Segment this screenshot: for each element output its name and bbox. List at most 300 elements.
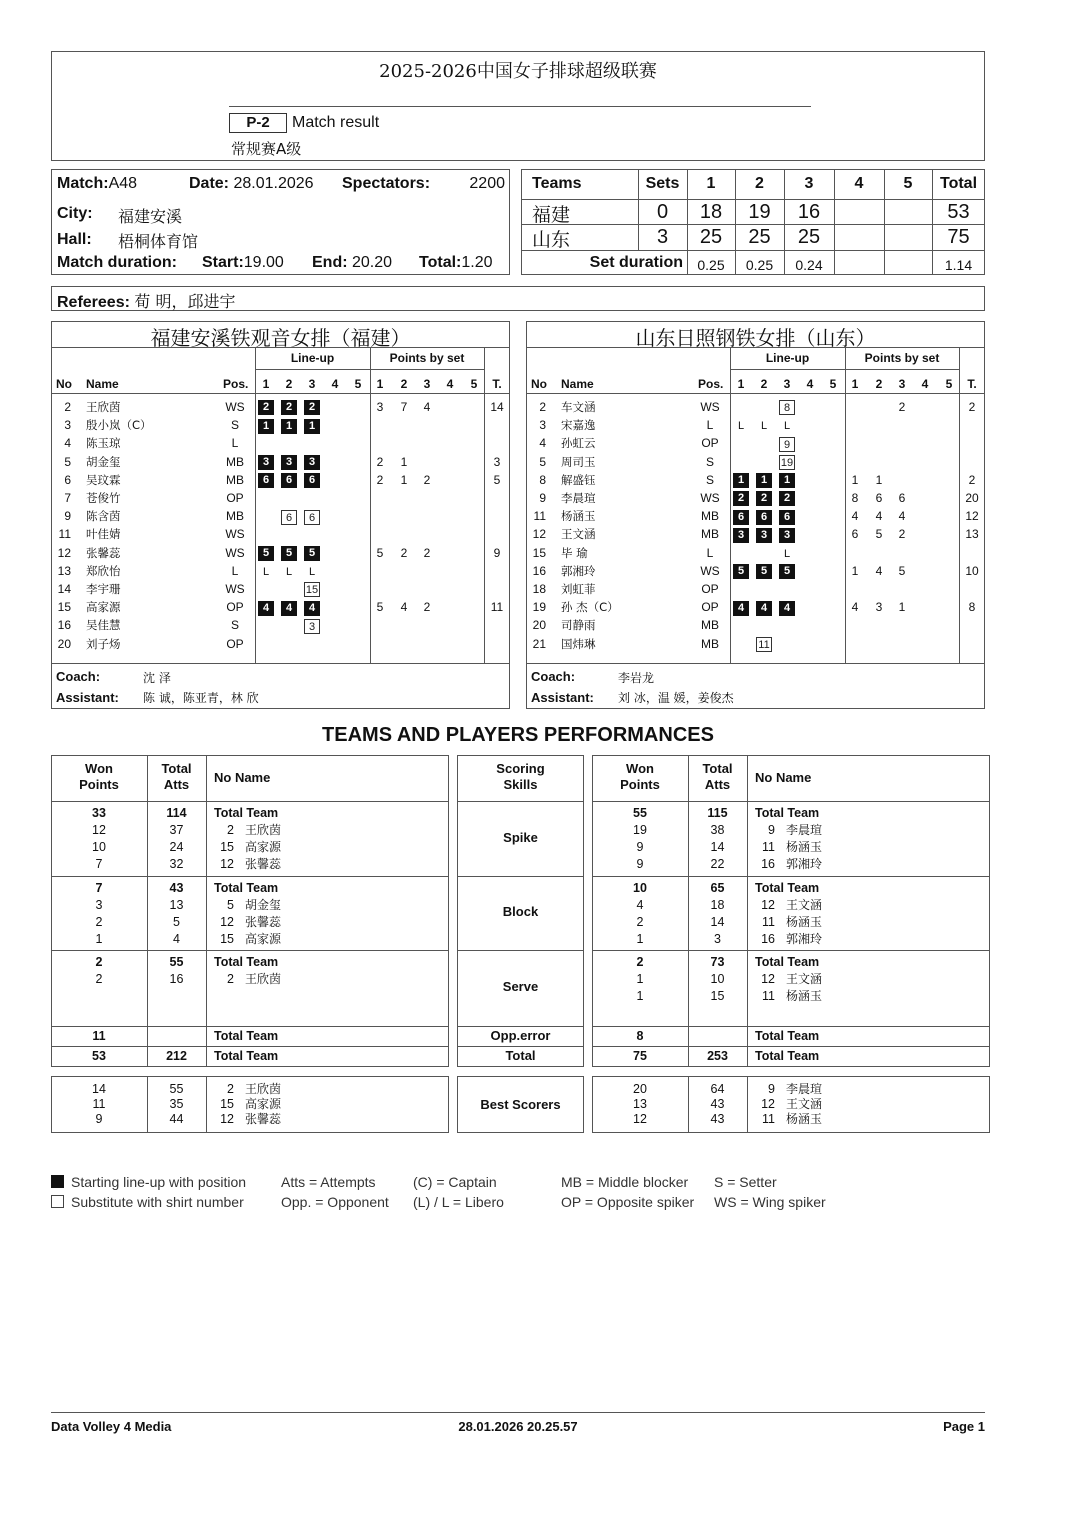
starting-position-box: 1	[281, 419, 297, 434]
player-won: 10	[92, 840, 106, 854]
set-points	[870, 616, 888, 634]
best-atts: 43	[710, 1097, 725, 1111]
set-duration-1: 0.25	[697, 257, 725, 273]
set-points	[418, 580, 436, 598]
points-set-header: 5	[945, 377, 953, 391]
set-points	[371, 580, 389, 598]
player-name: 孙 杰（C）	[561, 600, 619, 615]
set-points	[893, 434, 911, 452]
set-points	[940, 398, 958, 416]
set-points	[465, 489, 483, 507]
set-points: 3	[376, 400, 384, 414]
player-position: MB	[226, 454, 244, 469]
set-points	[846, 635, 864, 653]
referees-line	[57, 289, 235, 312]
roster-rule	[51, 663, 510, 664]
legend-s: S = Setter	[714, 1174, 777, 1190]
set-points	[940, 580, 958, 598]
set-points	[418, 416, 436, 434]
starting-position-box: 4	[756, 601, 772, 616]
team-won: 33	[92, 806, 106, 820]
set-points	[940, 525, 958, 543]
player-position: OP	[226, 491, 244, 505]
team-won: 53	[92, 1049, 106, 1063]
best-scorers-label: Best Scorers	[480, 1097, 561, 1112]
set-points	[418, 434, 436, 452]
player-lineup	[258, 471, 370, 489]
perf-rule	[457, 1026, 584, 1027]
set-points: 1	[875, 472, 883, 487]
player-name: 高家源	[245, 932, 282, 946]
set-points: 1	[400, 472, 408, 487]
player-won: 2	[636, 915, 644, 929]
set-points	[893, 635, 911, 653]
points-set-header: 1	[851, 377, 859, 391]
starting-position-box: 6	[281, 473, 297, 488]
set-header-5: 5	[903, 175, 913, 192]
player-lineup	[258, 616, 370, 634]
starting-position-box: 4	[258, 601, 274, 616]
lineup-set-header: 1	[262, 377, 270, 391]
player-total-points	[959, 616, 985, 634]
lineup-set-header: 2	[760, 377, 768, 391]
skill-name: Opp.error	[490, 1028, 551, 1043]
player-no: 12	[761, 898, 775, 912]
set-points	[916, 416, 934, 434]
player-number: 12	[532, 527, 546, 542]
legend-start-swatch	[51, 1175, 64, 1188]
set-points: 4	[851, 509, 859, 524]
coach-name: 沈 泽	[143, 671, 171, 685]
set-points	[465, 616, 483, 634]
player-position: L	[706, 418, 714, 433]
hall: 梧桐体育馆	[118, 232, 199, 251]
set-points	[465, 580, 483, 598]
team-won: 55	[633, 806, 647, 820]
lineup-set-header: 5	[829, 377, 837, 391]
no-header: No	[56, 377, 72, 391]
league-title: 2025-2026中国女子排球超级联赛	[379, 61, 657, 82]
set-points	[441, 598, 459, 616]
assistant-names: 刘 冰，温 媛，姜俊杰	[618, 691, 734, 705]
player-lineup	[733, 507, 845, 525]
player-name: 张馨蕊	[245, 857, 282, 871]
lineup-set-header: 3	[308, 377, 316, 391]
player-no: 16	[761, 932, 775, 946]
team-won: 10	[633, 881, 647, 895]
player-name: 刘虹菲	[561, 582, 596, 596]
starting-position-box: 5	[304, 546, 320, 561]
coach-label: Coach:	[531, 669, 576, 684]
player-name: 胡金玺	[86, 454, 121, 469]
set-points	[893, 616, 911, 634]
set-points	[916, 544, 934, 562]
total-atts-header: Total Atts	[702, 761, 733, 792]
player-name: 张馨蕊	[245, 915, 282, 929]
legend-mb: MB = Middle blocker	[561, 1174, 689, 1190]
player-total-points	[959, 416, 985, 434]
starting-position-box: 3	[281, 455, 297, 470]
player-position: L	[231, 436, 239, 451]
set-points	[465, 434, 483, 452]
set-points	[441, 416, 459, 434]
set-points	[870, 635, 888, 653]
player-total-points	[484, 507, 510, 525]
starting-position-box: 1	[779, 473, 795, 488]
player-total-points	[484, 489, 510, 507]
legend-atts: Atts = Attempts	[281, 1174, 376, 1190]
starting-position-box: 5	[779, 564, 795, 579]
set-points	[418, 562, 436, 580]
player-name: 宋嘉逸	[561, 418, 596, 433]
header-divider	[229, 106, 811, 107]
perf-rule	[592, 1026, 990, 1027]
set-points: 2	[423, 545, 431, 560]
set-points: 4	[851, 600, 859, 615]
end-label: End:	[312, 254, 348, 271]
substitute-box: 6	[281, 510, 297, 525]
match-date: 28.01.2026	[233, 175, 314, 192]
set-points	[940, 453, 958, 471]
total-atts-header: Total Atts	[161, 761, 192, 792]
player-won: 12	[92, 823, 106, 837]
set-points	[395, 434, 413, 452]
set-points	[441, 562, 459, 580]
set-points	[465, 471, 483, 489]
player-total-points	[959, 434, 985, 452]
set-points	[395, 616, 413, 634]
set-points	[846, 453, 864, 471]
team-label: Total Team	[755, 1049, 820, 1063]
player-name: 陈玉琼	[86, 436, 121, 451]
set-points	[395, 525, 413, 543]
player-total-points	[484, 635, 510, 653]
perf-rule	[51, 1026, 449, 1027]
score-hline	[521, 250, 985, 251]
substitute-box: 9	[779, 437, 795, 452]
set-points	[441, 507, 459, 525]
duration-label: Match duration:	[57, 254, 177, 271]
player-number: 2	[539, 400, 546, 414]
set-points	[465, 398, 483, 416]
player-number: 8	[539, 472, 546, 487]
player-atts: 3	[714, 932, 721, 946]
set-points	[441, 398, 459, 416]
player-position: MB	[701, 636, 719, 651]
set-points	[465, 562, 483, 580]
starting-position-box: 2	[779, 491, 795, 506]
player-position: S	[230, 618, 239, 633]
starting-position-box: 6	[733, 510, 749, 525]
legend-starting: Starting line-up with position	[71, 1174, 247, 1190]
player-no: 15	[220, 840, 234, 854]
roster-vline	[255, 347, 256, 663]
player-name: 李宇珊	[86, 582, 121, 596]
player-lineup	[733, 416, 845, 434]
set-points	[916, 616, 934, 634]
points-by-set-header: Points by set	[389, 351, 465, 365]
player-number: 9	[64, 509, 71, 524]
team-won: 7	[95, 881, 103, 895]
player-name: 高家源	[86, 600, 121, 615]
set-points: 5	[875, 527, 883, 542]
perf-rule	[592, 801, 990, 802]
total-line	[419, 254, 493, 272]
points-set-header: 3	[898, 377, 906, 391]
no-header: No	[531, 377, 547, 391]
set-points: 4	[875, 563, 883, 578]
set-points: 5	[376, 545, 384, 560]
player-name: 杨涵玉	[786, 989, 823, 1003]
player-lineup	[733, 489, 845, 507]
libero-mark: L	[285, 565, 293, 578]
legend-libero: (L) / L = Libero	[413, 1194, 504, 1210]
team-atts: 114	[166, 806, 187, 820]
starting-position-box: 1	[756, 473, 772, 488]
set-points	[893, 453, 911, 471]
best-won: 20	[633, 1082, 647, 1096]
set-points	[916, 598, 934, 616]
set-points	[441, 525, 459, 543]
player-number: 13	[57, 563, 71, 578]
footer-right: Page 1	[943, 1419, 985, 1434]
set-points	[465, 544, 483, 562]
no-name-header: No Name	[755, 770, 812, 785]
player-position: OP	[226, 600, 244, 615]
away-set2: 25	[748, 226, 771, 248]
points-set-header: 3	[423, 377, 431, 391]
points-set-header: 5	[470, 377, 478, 391]
skill-name: Block	[502, 904, 539, 919]
set-points	[441, 616, 459, 634]
hall-label: Hall:	[57, 231, 92, 248]
set-points	[846, 398, 864, 416]
phase: 常规赛A级	[231, 140, 302, 158]
player-number: 11	[533, 509, 546, 524]
set-points: 1	[400, 454, 408, 469]
set-points	[395, 635, 413, 653]
best-name: 张馨蕊	[245, 1112, 282, 1126]
start-line	[202, 254, 284, 272]
assistant-label: Assistant:	[531, 690, 594, 705]
player-total-points	[484, 580, 510, 598]
set-points	[940, 635, 958, 653]
player-total-points: 2	[968, 472, 976, 487]
player-no: 11	[762, 915, 775, 929]
libero-mark: L	[760, 420, 768, 433]
player-name: 郭湘玲	[786, 932, 823, 946]
perf-rule	[51, 801, 449, 802]
set-points: 2	[423, 472, 431, 487]
set-points	[465, 453, 483, 471]
set-header-3: 3	[804, 175, 814, 192]
set-points	[418, 616, 436, 634]
player-won: 9	[636, 840, 644, 854]
best-name: 王文涵	[786, 1097, 823, 1111]
player-position: WS	[700, 491, 720, 505]
player-total-points: 8	[968, 600, 976, 615]
set-points	[940, 471, 958, 489]
player-position: OP	[226, 636, 244, 651]
starting-position-box: 5	[281, 546, 297, 561]
home-team-short: 福建	[532, 204, 571, 226]
set-duration-2: 0.25	[745, 257, 774, 273]
set-points	[916, 489, 934, 507]
best-name: 李晨瑄	[786, 1082, 823, 1096]
home-set3: 16	[797, 201, 821, 223]
player-total-points	[484, 616, 510, 634]
perf-rule	[592, 1046, 990, 1047]
player-atts: 14	[710, 840, 725, 854]
set-points	[441, 453, 459, 471]
away-total: 75	[947, 226, 970, 248]
set-points: 2	[423, 600, 431, 615]
set-points	[441, 635, 459, 653]
player-atts: 13	[169, 898, 184, 912]
set-points: 2	[898, 400, 906, 414]
player-total-points: 20	[965, 491, 979, 505]
player-total-points	[484, 416, 510, 434]
player-lineup	[258, 635, 370, 653]
player-atts: 16	[169, 972, 184, 986]
player-atts: 22	[710, 857, 725, 871]
player-position: S	[230, 418, 239, 433]
footer-center: 28.01.2026 20.25.57	[458, 1419, 578, 1434]
perf-rule	[457, 801, 584, 802]
player-name: 刘子炀	[86, 636, 121, 651]
set-points	[395, 416, 413, 434]
player-total-points: 14	[490, 400, 504, 414]
roster-rule	[526, 663, 985, 664]
start-time: 19.00	[243, 254, 284, 271]
player-lineup	[733, 635, 845, 653]
best-won: 12	[633, 1112, 647, 1126]
player-name: 孙虹云	[561, 436, 596, 451]
team-atts: 253	[707, 1049, 728, 1063]
set-points	[441, 489, 459, 507]
player-atts: 4	[173, 932, 180, 946]
set-points: 6	[851, 527, 859, 542]
score-hline	[521, 199, 985, 200]
set-points	[916, 507, 934, 525]
total-header: T.	[492, 377, 502, 391]
player-lineup	[258, 580, 370, 598]
end-time: 20.20	[352, 254, 393, 271]
starting-position-box: 6	[304, 473, 320, 488]
set-points	[441, 544, 459, 562]
match-label: Match:	[57, 175, 109, 192]
starting-position-box: 3	[304, 455, 320, 470]
player-name: 郑欣怡	[86, 563, 121, 578]
player-lineup	[733, 525, 845, 543]
set-points	[916, 453, 934, 471]
set-points: 5	[376, 600, 384, 615]
legend-captain: (C) = Captain	[413, 1174, 497, 1190]
starting-position-box: 2	[258, 400, 274, 415]
won-points-header: Won Points	[79, 761, 119, 792]
perf-rule	[51, 950, 449, 951]
lineup-set-header: 4	[806, 377, 814, 391]
sets-header: Sets	[645, 175, 680, 192]
team-atts: 212	[166, 1049, 187, 1063]
set-points	[893, 580, 911, 598]
team-label: Total Team	[214, 1029, 279, 1043]
libero-mark: L	[308, 565, 316, 578]
set-points	[940, 544, 958, 562]
player-name: 郭湘玲	[786, 857, 823, 871]
total-label: Total:	[419, 254, 462, 271]
player-no: 9	[768, 823, 775, 837]
roster-rule	[526, 393, 985, 394]
team-label: Total Team	[755, 955, 820, 969]
team-won: 2	[95, 955, 103, 969]
set-points	[940, 562, 958, 580]
set-points	[916, 434, 934, 452]
player-name: 郭湘玲	[561, 563, 596, 578]
player-total-points: 11	[490, 600, 504, 615]
team-atts: 43	[169, 881, 184, 895]
scoring-skills-header: Scoring Skills	[496, 761, 545, 792]
match-line	[57, 175, 137, 193]
player-atts: 24	[169, 840, 184, 854]
starting-position-box: 5	[756, 564, 772, 579]
spectators-count: 2200	[469, 175, 505, 192]
set-points: 6	[898, 491, 906, 505]
best-won: 11	[92, 1097, 106, 1111]
set-duration-3: 0.24	[795, 257, 823, 273]
best-won: 9	[95, 1112, 103, 1126]
player-position: MB	[701, 618, 719, 633]
player-position: WS	[225, 527, 245, 542]
starting-position-box: 2	[304, 400, 320, 415]
libero-mark: L	[783, 547, 791, 560]
player-position: WS	[700, 400, 720, 414]
player-atts: 18	[710, 898, 725, 912]
team-label: Total Team	[214, 881, 279, 895]
assistant-names: 陈 诚，陈亚青，林 欣	[143, 691, 259, 705]
player-number: 15	[57, 600, 71, 615]
player-lineup	[733, 453, 845, 471]
player-no: 16	[761, 857, 775, 871]
set-points	[916, 398, 934, 416]
perf-rule	[51, 876, 449, 877]
legend-ws: WS = Wing spiker	[714, 1194, 826, 1210]
player-name: 王欣茵	[245, 972, 282, 986]
best-atts: 64	[710, 1082, 725, 1096]
points-by-set-header: Points by set	[864, 351, 940, 365]
away-set3: 25	[797, 226, 821, 248]
player-position: OP	[701, 436, 719, 451]
starting-position-box: 1	[733, 473, 749, 488]
set-points: 2	[376, 454, 384, 469]
player-lineup	[258, 562, 370, 580]
set-points	[371, 489, 389, 507]
set-points: 4	[400, 600, 408, 615]
substitute-box: 11	[756, 637, 772, 652]
doc-title: Match result	[292, 114, 380, 131]
set-points	[893, 416, 911, 434]
points-set-header: 1	[376, 377, 384, 391]
player-won: 1	[95, 932, 103, 946]
player-number: 18	[532, 582, 546, 596]
set-points	[371, 635, 389, 653]
player-position: WS	[700, 563, 720, 578]
best-atts: 35	[169, 1097, 184, 1111]
player-won: 1	[636, 932, 644, 946]
perf-rule	[592, 876, 990, 877]
player-name: 毕 瑜	[561, 545, 588, 560]
player-name: 解盛钰	[561, 472, 596, 487]
